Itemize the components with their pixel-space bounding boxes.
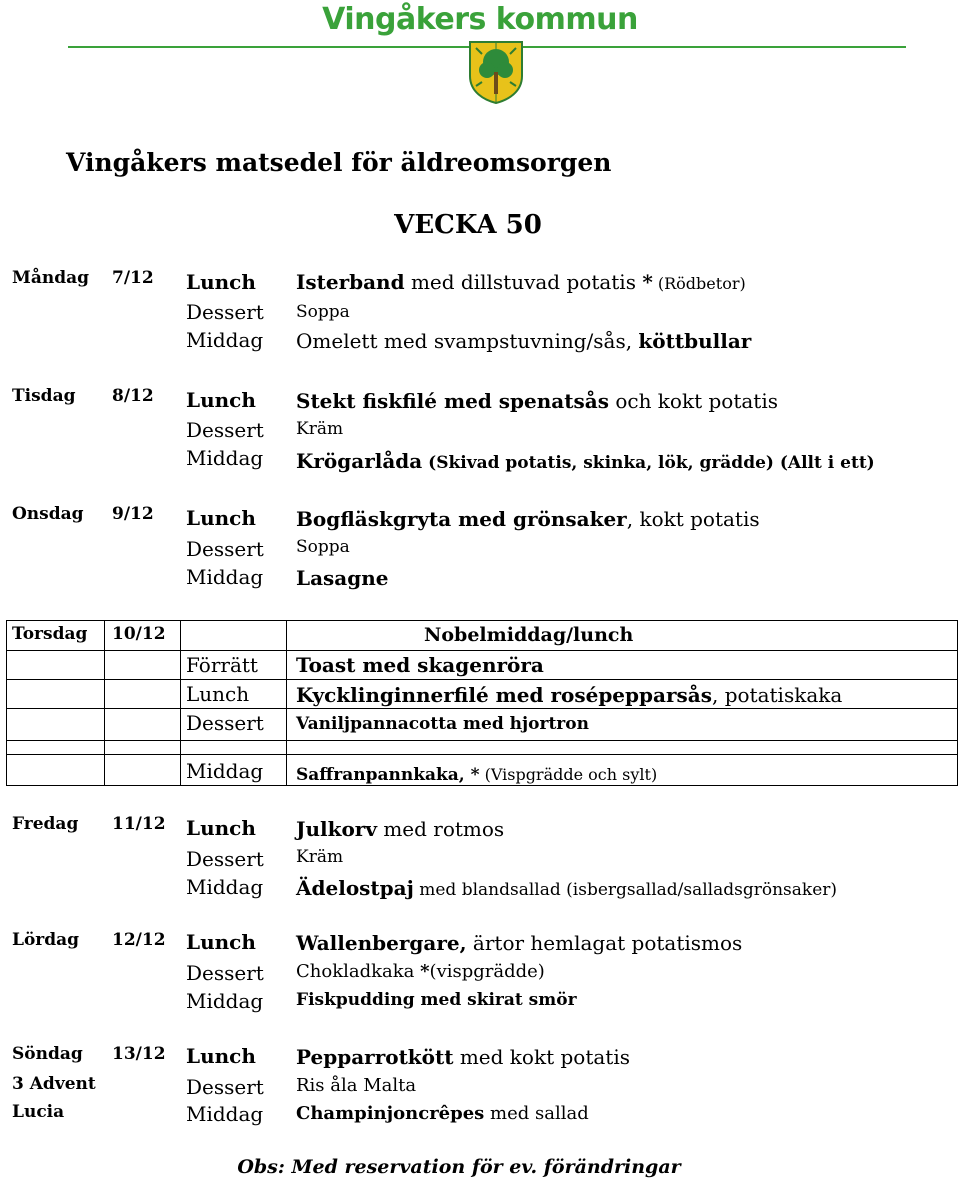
meal-label-dessert: Dessert	[186, 711, 264, 735]
day-monday: Måndag	[12, 268, 89, 288]
dish-monday-lunch: Isterband med dillstuvad potatis * (Rödbetor)	[296, 270, 746, 294]
meal-label-dinner: Middag	[186, 565, 264, 589]
page-title: Vingåkers matsedel för äldreomsorgen	[66, 148, 612, 177]
table-divider	[6, 650, 957, 651]
meal-label-lunch: Lunch	[186, 270, 256, 294]
table-divider	[6, 754, 957, 755]
day-wednesday: Onsdag	[12, 504, 84, 524]
meal-label-lunch: Lunch	[186, 1044, 256, 1068]
dish-sunday-dinner: Champinjoncrêpes med sallad	[296, 1103, 589, 1124]
meal-label-lunch: Lunch	[186, 930, 256, 954]
meal-label-dessert: Dessert	[186, 537, 264, 561]
table-divider	[180, 620, 181, 785]
meal-label-dinner: Middag	[186, 328, 264, 352]
meal-label-lunch: Lunch	[186, 388, 256, 412]
dish-tuesday-dinner: Krögarlåda (Skivad potatis, skinka, lök, grädde) (Allt i ett)	[296, 449, 875, 473]
day-saturday: Lördag	[12, 930, 80, 950]
meal-label-dessert: Dessert	[186, 847, 264, 871]
meal-label-lunch: Lunch	[186, 816, 256, 840]
day-thursday: Torsdag	[12, 624, 88, 644]
dish-wednesday-lunch: Bogfläskgryta med grönsaker, kokt potatis	[296, 507, 760, 531]
dish-friday-dinner: Ädelostpaj med blandsallad (isbergsallad/salladsgrönsaker)	[296, 876, 838, 900]
sunday-note-advent: 3 Advent	[12, 1074, 96, 1094]
dish-sunday-dessert: Ris åla Malta	[296, 1075, 417, 1096]
dish-tuesday-lunch: Stekt fiskfilé med spenatsås och kokt potatis	[296, 389, 778, 413]
dish-saturday-lunch: Wallenbergare, ärtor hemlagat potatismos	[296, 931, 743, 955]
dish-friday-dessert: Kräm	[296, 847, 344, 867]
date-saturday: 12/12	[112, 930, 166, 950]
meal-label-dinner: Middag	[186, 875, 264, 899]
dish-tuesday-dessert: Kräm	[296, 419, 344, 439]
day-tuesday: Tisdag	[12, 386, 76, 406]
dish-sunday-lunch: Pepparrotkött med kokt potatis	[296, 1045, 630, 1069]
meal-label-dessert: Dessert	[186, 300, 264, 324]
dish-saturday-dinner: Fiskpudding med skirat smör	[296, 990, 577, 1010]
day-sunday: Söndag	[12, 1044, 83, 1064]
date-sunday: 13/12	[112, 1044, 166, 1064]
table-divider	[6, 740, 957, 741]
meal-label-dinner: Middag	[186, 1102, 264, 1126]
footer-disclaimer: Obs: Med reservation för ev. förändringar	[237, 1156, 681, 1178]
meal-label-dessert: Dessert	[186, 1075, 264, 1099]
dish-thursday-starter: Toast med skagenröra	[296, 653, 544, 677]
dish-friday-lunch: Julkorv med rotmos	[296, 817, 505, 841]
day-friday: Fredag	[12, 814, 79, 834]
dish-saturday-dessert: Chokladkaka *(vispgrädde)	[296, 961, 545, 982]
brand-name: Vingåkers kommun	[322, 2, 638, 37]
thursday-heading: Nobelmiddag/lunch	[424, 624, 634, 646]
date-thursday: 10/12	[112, 624, 166, 644]
table-divider	[286, 620, 287, 785]
dish-thursday-lunch: Kycklinginnerfilé med rosépepparsås, potatiskaka	[296, 683, 843, 707]
meal-label-dinner: Middag	[186, 989, 264, 1013]
meal-label-starter: Förrätt	[186, 653, 258, 677]
dish-thursday-dessert: Vaniljpannacotta med hjortron	[296, 714, 589, 734]
dish-wednesday-dinner: Lasagne	[296, 566, 389, 590]
date-monday: 7/12	[112, 268, 154, 288]
meal-label-dessert: Dessert	[186, 418, 264, 442]
municipality-crest-icon	[468, 40, 524, 104]
table-divider	[6, 708, 957, 709]
sunday-note-lucia: Lucia	[12, 1102, 65, 1122]
date-friday: 11/12	[112, 814, 166, 834]
meal-label-lunch: Lunch	[186, 682, 250, 706]
meal-label-dessert: Dessert	[186, 961, 264, 985]
week-heading: VECKA 50	[394, 210, 542, 240]
meal-label-dinner: Middag	[186, 446, 264, 470]
date-wednesday: 9/12	[112, 504, 154, 524]
meal-label-lunch: Lunch	[186, 506, 256, 530]
dish-monday-dessert: Soppa	[296, 302, 350, 322]
date-tuesday: 8/12	[112, 386, 154, 406]
dish-monday-dinner: Omelett med svampstuvning/sås, köttbullar	[296, 329, 752, 353]
table-divider	[104, 620, 105, 785]
table-divider	[6, 679, 957, 680]
meal-label-dinner: Middag	[186, 759, 264, 783]
dish-thursday-dinner: Saffranpannkaka, * (Vispgrädde och sylt)	[296, 765, 658, 785]
dish-wednesday-dessert: Soppa	[296, 537, 350, 557]
